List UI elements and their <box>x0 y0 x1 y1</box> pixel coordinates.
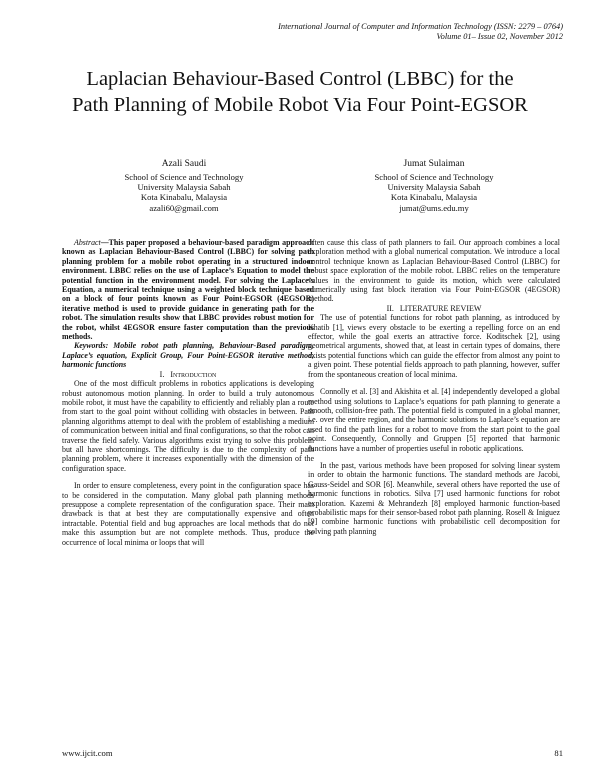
author-block-1 <box>74 158 294 213</box>
author-location: Kota Kinabalu, Malaysia <box>140 192 228 203</box>
abstract <box>62 238 314 341</box>
abstract-text: This paper proposed a behaviour-based paradigm approach known as Laplacian Behaviour-Based Control (LBBC) for solving path planning problem for a mobile robot operating in a structured indoor environment. LBBC relies on the use of Laplace’s Equation to model the potential function in the environment model. For solving the Laplace’s Equation, a numerical technique using a weighted block technique based on a block of four points known as Four Point-EGSOR (4EGSOR) iterative method is used to provide guidance in generating path for the robot. The simulation results show that LBBC provides robust motion for the robot, whilst 4EGSOR ensure faster computation than the previous methods. <box>62 238 314 342</box>
lit-paragraph-2: Connolly et al. [3] and Akishita et al. [4] independently developed a global method using solutions to Laplace’s equations for path planning to generate a smooth, collision-free path. The potential field is computed in a global manner, i.e. over the entire region, and the harmonic solutions to Laplace’s equation are used to find the path lines for a robot to move from the start point to the goal point. Consequently, Connolly and Gruppen [5] reported that harmonic functions have a number of properties useful in robotic applications. <box>308 387 560 453</box>
section-title: Introduction <box>170 369 217 379</box>
abstract-label: Abstract <box>74 238 101 247</box>
section-title: LITERATURE REVIEW <box>399 303 482 313</box>
author-location: Kota Kinabalu, Malaysia <box>390 192 478 203</box>
paper-title <box>30 66 570 118</box>
author-university: University Malaysia Sabah <box>137 182 231 193</box>
section-heading-introduction <box>62 370 314 379</box>
intro-paragraph-2: In order to ensure completeness, every point in the configuration space has to be considered in the computation. Many global path planning methods presuppose a complete representation of the configuration space. Their main drawback is that at best they are computationally expensive and often intractable. Potential field and bug approaches are local methods that do not make this assumption but are not complete methods. Thus, produce the occurrence of local minima or loops that will <box>62 481 314 547</box>
page-number: 81 <box>554 748 563 758</box>
author-name: Jumat Sulaiman <box>403 159 465 169</box>
lit-paragraph-1: The use of potential functions for robot path planning, as introduced by Khatib [1], views every obstacle to be exerting a repelling force on an end effector, while the goal exerts an attractive force. Koditschek [2], using geometrical arguments, showed that, at least in certain types of domains, there exists potential functions which can guide the effector from almost any point to a given point. These potential fields approach to path planning, however, suffer from the spontaneous creation of local minima. <box>308 313 560 379</box>
keywords <box>62 341 314 369</box>
author-university: University Malaysia Sabah <box>387 182 481 193</box>
footer-url[interactable]: www.ijcit.com <box>62 748 113 758</box>
author-name: Azali Saudi <box>161 159 207 169</box>
keywords-label: Keywords: <box>74 341 109 351</box>
lit-paragraph-3: In the past, various methods have been proposed for solving linear system in order to obtain the harmonic functions. The standard methods are Jacobi, Gauss-Seidel and SOR [6]. Meanwhile, several others have reported the use of harmonic functions in robotics. Silva [7] used harmonic functions for robot exploration. Kazemi & Mehrandezh [8] employed harmonic function-based probabilistic maps for their sensor-based robot path planning. Rosell & Iniguez [9] combine harmonic functions with probabilistic cell decomposition for solving path planning <box>308 460 560 536</box>
left-column <box>62 238 314 547</box>
section-number: I. <box>159 369 165 379</box>
intro-paragraph-1: One of the most difficult problems in robotics applications is developing robust autonomous motion planning. In order to build a truly autonomous mobile robot, it must have the capability to efficiently and reliably plan a route from start to the goal point without colliding with obstacles in between. Path planning algorithms attempt to deal with the problem of establishing a medium of communication between initial and final configurations, so that the robot can traverse the field safely. Various algorithms exist trying to solve this problem but all have shortcomings. The difficulty is due to the complexity of path planning problem, where it increases exponentially with the dimension of the configuration space. <box>62 379 314 473</box>
abstract-dash: — <box>100 238 109 247</box>
section-heading-literature-review <box>308 304 560 313</box>
intro-continuation: often cause this class of path planners to fail. Our approach combines a local exploration method with a global numerical computation. We introduce a local control technique known as Laplacian Behaviour-Based Control (LBBC) for robust space exploration of the mobile robot. LBBC relies on the temperature values in the environment to guide its motion, which were calculated numerically using fast block iteration via Four Point-EGSOR (4EGSOR) method. <box>308 238 560 304</box>
journal-header <box>278 22 563 42</box>
author-affiliation: School of Science and Technology <box>124 172 244 182</box>
author-email: azali60@gmail.com <box>149 202 219 213</box>
title-line-1: Laplacian Behaviour-Based Control (LBBC) for the <box>86 68 514 90</box>
author-email: jumat@ums.edu.my <box>399 202 469 213</box>
journal-name: International Journal of Computer and Information Technology (ISSN: 2279 – 0764) <box>278 22 563 31</box>
title-line-2: Path Planning of Mobile Robot Via Four Point-EGSOR <box>72 94 528 116</box>
keywords-text: Mobile robot path planning, Behaviour-Based paradigm, Laplace’s equation, Explicit Group, Four Point-EGSOR iterative method, harmonic functions <box>62 341 314 370</box>
author-block-2 <box>324 158 544 213</box>
section-number: II. <box>386 303 394 313</box>
author-affiliation: School of Science and Technology <box>374 172 494 182</box>
right-column <box>308 238 560 536</box>
journal-issue: Volume 01– Issue 02, November 2012 <box>436 32 563 41</box>
